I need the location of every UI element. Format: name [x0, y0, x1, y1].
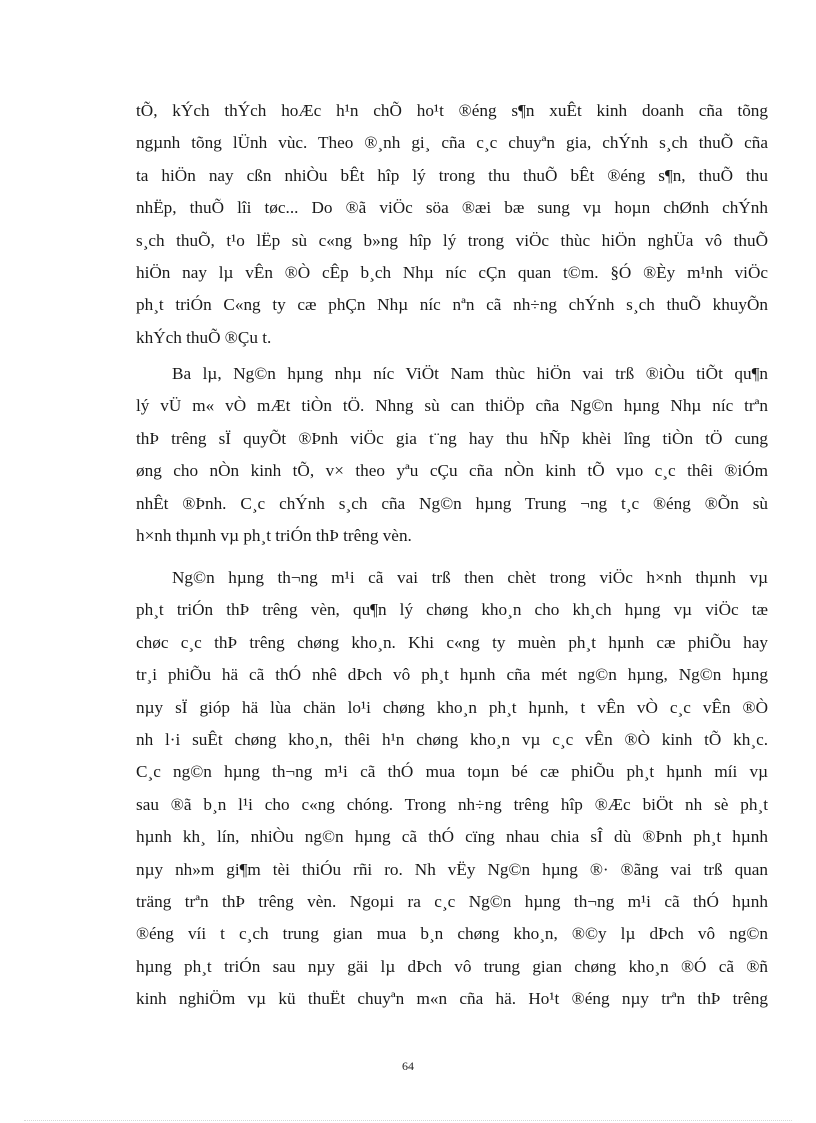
paragraph-3 [136, 562, 768, 1015]
text-line: tÕ, kÝch thÝch hoÆc h¹n chÕ ho¹t ®éng s¶n xuÊt kinh doanh cña tõng [136, 101, 768, 120]
text-line: Ng©n hµng th¬ng m¹i cã vai trß then chèt trong viÖc h×nh thµnh vµ [172, 568, 768, 587]
text-line: sau ®ã b¸n l¹i cho c«ng chóng. Trong nh÷ng trêng hîp ®Æc biÖt nh sè ph¸t [136, 794, 768, 814]
text-line: thÞ trêng sÏ quyÕt ®Þnh viÖc gia t¨ng hay thu hÑp khèi lîng tiÒn tÖ cung [136, 428, 768, 448]
text-line: hµnh kh¸ lín, nhiÒu ng©n hµng cã thÓ cïng nhau chia sÎ dù ®Þnh ph¸t hµnh [136, 827, 768, 847]
paragraph-1 [136, 95, 768, 354]
page-bottom-border [24, 1120, 792, 1121]
text-line: chøc c¸c thÞ trêng chøng kho¸n. Khi c«ng ty muèn ph¸t hµnh cæ phiÕu hay [136, 632, 768, 652]
text-line: h×nh thµnh vµ ph¸t triÓn thÞ trêng vèn. [136, 525, 412, 545]
text-line: nµy sÏ gióp hä lùa chän lo¹i chøng kho¸n ph¸t hµnh, t vÊn vÒ c¸c vÊn ®Ò [136, 697, 768, 717]
text-line: nh l·i suÊt chøng kho¸n, thêi h¹n chøng kho¸n vµ c¸c vÊn ®Ò kinh tÕ kh¸c. [136, 729, 768, 749]
text-line: lý vÜ m« vÒ mÆt tiÒn tÖ. Nhng sù can thiÖp cña Ng©n hµng Nhµ níc trªn [136, 396, 768, 416]
text-line: ta hiÖn nay cßn nhiÒu bÊt hîp lý trong thu thuÕ bÊt ®éng s¶n, thuÕ thu [136, 165, 768, 185]
text-line: nµy nh»m gi¶m tèi thiÓu rñi ro. Nh vËy Ng©n hµng ®· ®ãng vai trß quan [136, 859, 768, 879]
text-line: nhÊt ®Þnh. C¸c chÝnh s¸ch cña Ng©n hµng Trung ¬ng t¸c ®éng ®Õn sù [136, 493, 768, 513]
text-line: hiÖn nay lµ vÊn ®Ò cÊp b¸ch Nhµ níc cÇn quan t©m. §Ó ®Èy m¹nh viÖc [136, 262, 768, 282]
text-line: ®éng víi t c¸ch trung gian mua b¸n chøng kho¸n, ®©y lµ dÞch vô ng©n [136, 924, 768, 944]
text-line: C¸c ng©n hµng th¬ng m¹i cã thÓ mua toµn bé cæ phiÕu ph¸t hµnh míi vµ [136, 762, 768, 782]
text-line: Ba lµ, Ng©n hµng nhµ níc ViÖt Nam thùc hiÖn vai trß ®iÒu tiÕt qu¶n [172, 364, 768, 383]
text-line: ph¸t triÓn C«ng ty cæ phÇn Nhµ níc nªn cã nh÷ng chÝnh s¸ch thuÕ khuyÕn [136, 295, 768, 315]
text-line: träng trªn thÞ trêng vèn. Ngoµi ra c¸c Ng©n hµng th¬ng m¹i cã thÓ hµnh [136, 891, 768, 911]
text-line: tr¸i phiÕu hä cã thÓ nhê dÞch vô ph¸t hµnh cña mét ng©n hµng, Ng©n hµng [136, 665, 768, 685]
text-line: khÝch thuÕ ®Çu t. [136, 327, 272, 347]
text-line: kinh nghiÖm vµ kü thuËt chuyªn m«n cña hä. Ho¹t ®éng nµy trªn thÞ trêng [136, 989, 768, 1009]
page-number: 64 [402, 1059, 414, 1073]
paragraph-2 [136, 358, 768, 552]
text-line: ph¸t triÓn thÞ trêng vèn, qu¶n lý chøng kho¸n cho kh¸ch hµng vµ viÖc tæ [136, 600, 768, 620]
text-line: s¸ch thuÕ, t¹o lËp sù c«ng b»ng hîp lý trong viÖc thùc hiÖn nghÜa vô thuÕ [136, 230, 768, 250]
text-line: nhËp, thuÕ lîi tøc... Do ®ã viÖc söa ®æi bæ sung vµ hoµn chØnh chÝnh [136, 198, 768, 218]
text-line: hµng ph¸t triÓn sau nµy gäi lµ dÞch vô trung gian chøng kho¸n ®Ó cã ®ñ [136, 956, 768, 976]
text-line: ngµnh tõng lÜnh vùc. Theo ®¸nh gi¸ cña c¸c chuyªn gia, chÝnh s¸ch thuÕ cña [136, 133, 768, 153]
text-line: øng cho nÒn kinh tÕ, v× theo yªu cÇu cña nÒn kinh tÕ vµo c¸c thêi ®iÓm [136, 461, 768, 481]
